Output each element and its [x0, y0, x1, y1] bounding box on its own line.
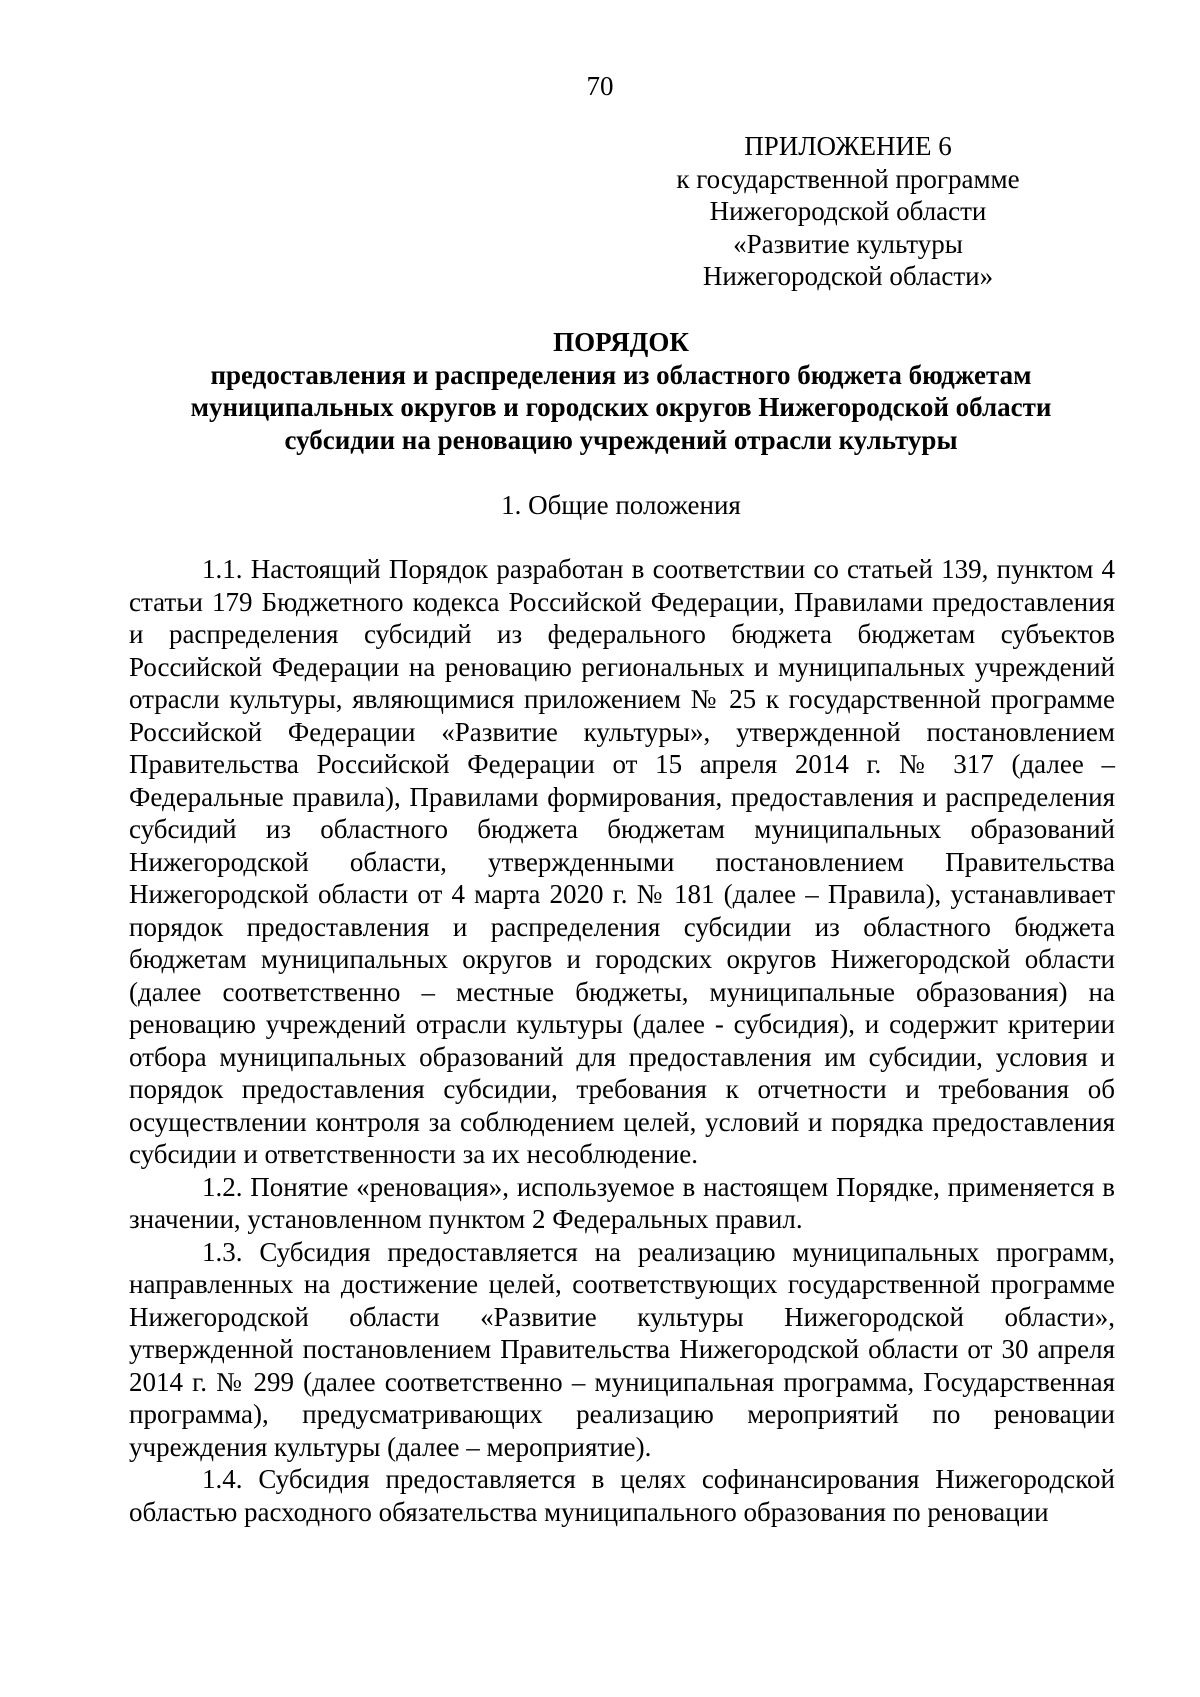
appendix-line: «Развитие культуры: [733, 228, 963, 259]
paragraph-1-4: 1.4. Субсидия предоставляется в целях софинансирования Нижегородской областью расходного обязательства муниципального образования по реновации: [129, 1464, 1115, 1527]
title-subtitle-line: предоставления и распределения из областного бюджета бюджетам: [210, 359, 1032, 390]
appendix-line: Нижегородской области: [709, 196, 987, 226]
paragraph-1-3: 1.3. Субсидия предоставляется на реализацию муниципальных программ, направленных на достижение целей, соответствующих государственной программе Нижегородской области «Развитие культуры Нижегородской области», утвержденной постановлением Правительства Нижегородской области от 30 апреля 2014 г. № 299 (далее соответственно – муниципальная программа, Государственная программа), предусматривающих реализацию мероприятий по реновации учреждения культуры (далее – мероприятие).: [129, 1236, 1115, 1462]
paragraph-1-1: 1.1. Настоящий Порядок разработан в соответствии со статьей 139, пунктом 4 статьи 179 Бюджетного кодекса Российской Федерации, Правилами предоставления и распределения субсидий из федерального бюджета бюджетам субъектов Российской Федерации на реновацию региональных и муниципальных учреждений отрасли культуры, являющимися приложением № 25 к государственной программе Российской Федерации «Развитие культуры», утвержденной постановлением Правительства Российской Федерации от 15 апреля 2014 г. № 317 (далее – Федеральные правила), Правилами формирования, предоставления и распределения субсидий из областного бюджета бюджетам муниципальных образований Нижегородской области, утвержденными постановлением Правительства Нижегородской области от 4 марта 2020 г. № 181 (далее – Правила), устанавливает порядок предоставления и распределения субсидии из областного бюджета бюджетам муниципальных округов и городских округов Нижегородской области (далее соответственно – местные бюджеты, муниципальные образования) на реновацию учреждений отрасли культуры (далее - субсидия), и содержит критерии отбора муниципальных образований для предоставления им субсидии, условия и порядок предоставления субсидии, требования к отчетности и требования об осуществлении контроля за соблюдением целей, условий и порядка предоставления субсидии и ответственности за их несоблюдение.: [129, 554, 1115, 1169]
title-heading: ПОРЯДОК: [553, 327, 689, 357]
title-subtitle-line: муниципальных округов и городских округов Нижегородской области: [190, 392, 1052, 422]
appendix-line: Нижегородской области»: [702, 261, 994, 291]
paragraph-1-2: 1.2. Понятие «реновация», используемое в настоящем Порядке, применяется в значении, установленном пунктом 2 Федеральных правил.: [129, 1171, 1115, 1234]
page-number: 70: [586, 71, 614, 101]
section-heading: 1. Общие положения: [501, 490, 741, 520]
appendix-label: ПРИЛОЖЕНИЕ 6: [744, 131, 952, 161]
appendix-header: [648, 130, 1048, 293]
section-body: [129, 553, 1115, 1528]
appendix-line: к государственной программе: [676, 163, 1020, 194]
title-subtitle-line: субсидии на реновацию учреждений отрасли культуры: [284, 424, 958, 455]
document-title: [125, 326, 1117, 456]
